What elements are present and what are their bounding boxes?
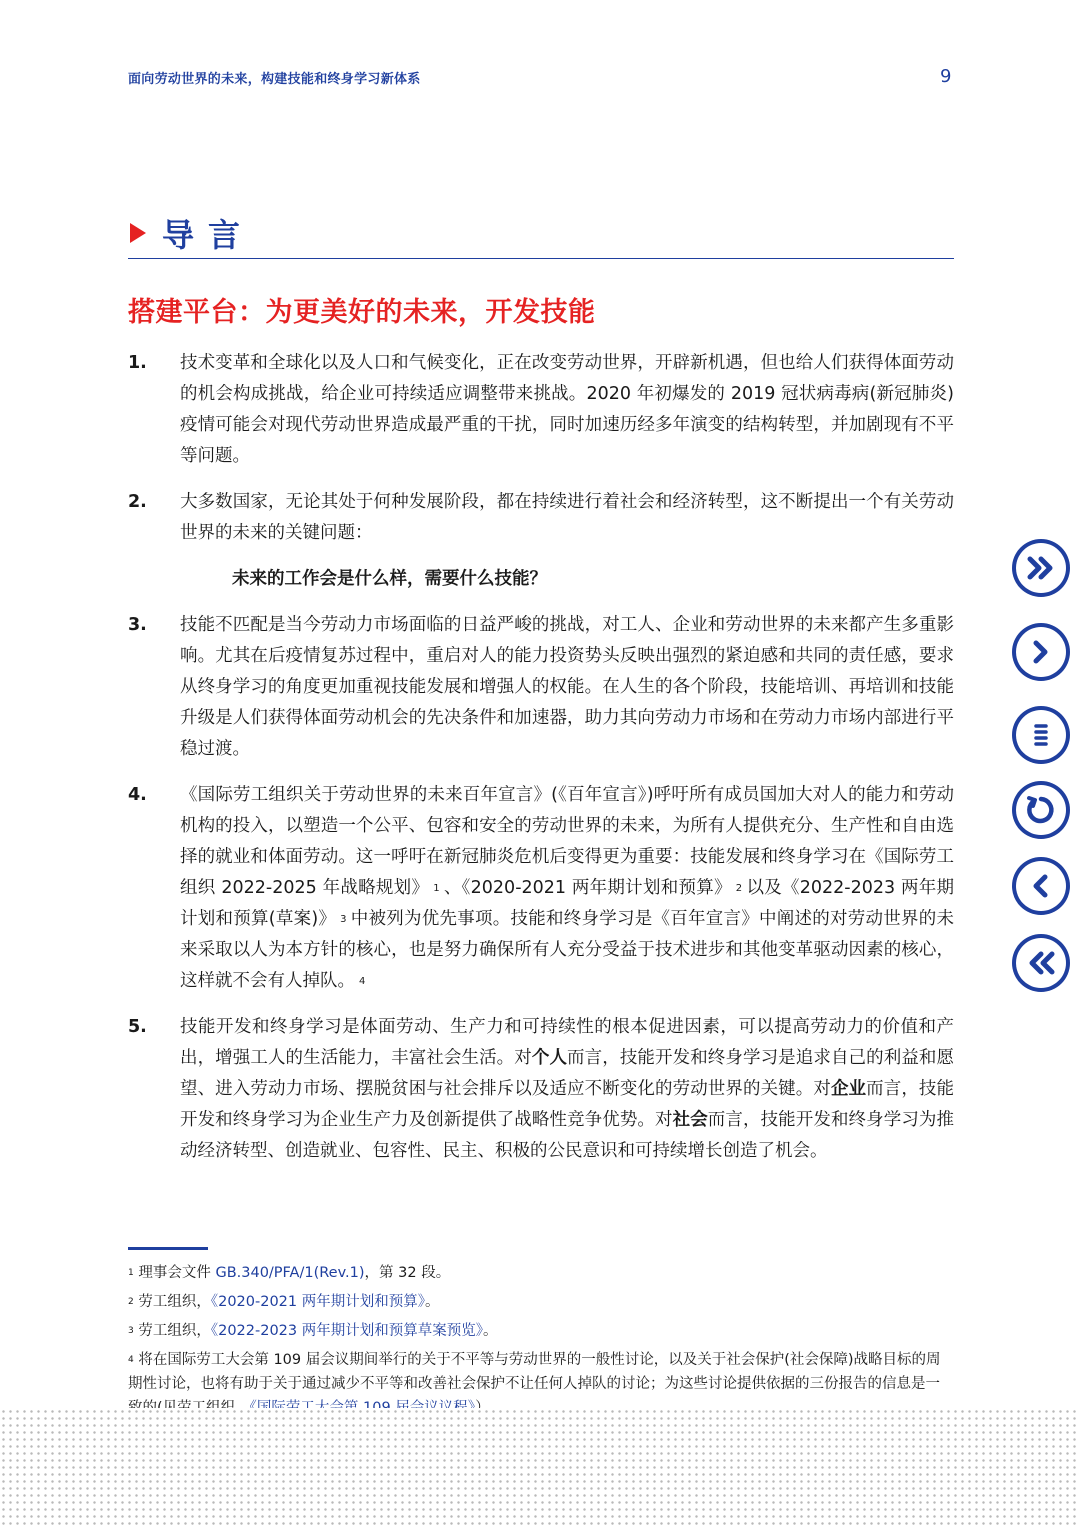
- footnote-1: [128, 1261, 954, 1285]
- menu-button[interactable]: [1012, 706, 1070, 764]
- menu-list-icon: [1024, 718, 1058, 752]
- paragraph-text-part: 《国际劳工组织关于劳动世界的未来百年宣言》(《百年宣言》)呼吁所有成员国加大对人的能力和劳动机构的投入，以塑造一个公平、包容和安全的劳动世界的未来，为所有人提供充分、生产性和自由选择的就业和体面劳动。这一呼吁在新冠肺炎危机后变得更为重要：技能发展和终身学习在《国际劳工组织 2022-2025 年战略规划》: [180, 785, 954, 898]
- refresh-button[interactable]: [1012, 781, 1070, 839]
- page-number: 9: [940, 66, 952, 87]
- footnote-link[interactable]: GB.340/PFA/1(Rev.1): [215, 1265, 365, 1281]
- footnote-number: 4: [128, 1355, 134, 1365]
- title-divider: [128, 258, 954, 259]
- section-title: [130, 210, 254, 256]
- emphasis-individual: 个人: [531, 1048, 568, 1068]
- footnote-text: 将在国际劳工大会第 109 届会议期间举行的关于不平等与劳动世界的一般性讨论，以及关于社会保护(社会保障)战略目标的周期性讨论，也将有助于关于通过减少不平等和改善社会保护不让任何人掉队的讨论；为这些讨论提供依据的三份报告的信息是一: [128, 1352, 941, 1392]
- footnote-link[interactable]: 《2020-2021 两年期计划和预算》: [210, 1294, 425, 1310]
- fast-rewind-button[interactable]: [1012, 934, 1070, 992]
- footnote-ref[interactable]: 4: [359, 976, 366, 987]
- footnote-2: [128, 1290, 954, 1314]
- section-title-text: 导言: [162, 216, 255, 254]
- paragraph-text-part: 技能开发和终身学习是体面劳动、生产力和可持续性的根本促进因素，可以提高劳动力的价值和产出，增强工人的生活能力，丰富社会生活。对: [180, 1017, 954, 1068]
- paragraph-text-part: 、《2020-2021 两年期计划和预算》: [443, 878, 732, 898]
- paragraph-number: 5.: [128, 1017, 147, 1037]
- key-question: 未来的工作会是什么样，需要什么技能？: [232, 569, 547, 589]
- paragraph-number: 4.: [128, 785, 147, 805]
- fast-rewind-icon: [1024, 946, 1058, 980]
- paragraph-text: [180, 780, 954, 997]
- footnote-text: ，第 32 段。: [364, 1265, 451, 1281]
- previous-page-button[interactable]: [1012, 857, 1070, 915]
- paragraph-text-part: 而言，技能开发和终身学习是追求自己的利益和愿望、进入劳动力市场、摆脱贫困与社会排斥以及适应不断变化的劳动世界的关键。对: [180, 1048, 954, 1099]
- dotted-overlay: [0, 1408, 1080, 1527]
- paragraph-text-part: 以及《2022-2023 两年期计划和预算(草案)》: [180, 878, 955, 929]
- paragraph-5: [128, 1012, 954, 1167]
- footnote-text: 劳工组织，: [138, 1323, 211, 1339]
- triangle-marker-icon: [130, 223, 146, 243]
- fast-forward-button[interactable]: [1012, 539, 1070, 597]
- paragraph-2: [128, 487, 954, 549]
- next-icon: [1024, 635, 1058, 669]
- paragraph-text: 技术变革和全球化以及人口和气候变化，正在改变劳动世界，开辟新机遇，但也给人们获得体面劳动的机会构成挑战，给企业可持续适应调整带来挑战。2020 年初爆发的 2019 冠状病毒病(新冠肺炎)疫情可能会对现代劳动世界造成最严重的干扰，同时加速历经多年演变的结构转型，并加剧现有不平等问题。: [180, 353, 954, 466]
- emphasis-society: 社会: [672, 1110, 708, 1130]
- running-header: 面向劳动世界的未来，构建技能和终身学习新体系: [128, 72, 421, 87]
- paragraph-1: [128, 348, 954, 472]
- paragraph-text-part: 而言，技能开发和终身学习为推动经济转型、创造就业、包容性、民主、积极的公民意识和可持续增长创造了机会。: [180, 1110, 955, 1161]
- footnote-number: 1: [128, 1268, 134, 1278]
- next-page-button[interactable]: [1012, 623, 1070, 681]
- paragraph-text-part: 而言，技能开发和终身学习为企业生产力及创新提供了战略性竞争优势。对: [180, 1079, 955, 1130]
- emphasis-enterprise: 企业: [830, 1079, 867, 1099]
- footnote-link[interactable]: 《2022-2023 两年期计划和预算草案预览》: [210, 1323, 483, 1339]
- footnote-ref[interactable]: 2: [735, 883, 743, 894]
- footnote-number: 2: [128, 1297, 134, 1307]
- previous-icon: [1024, 869, 1058, 903]
- refresh-icon: [1023, 792, 1059, 828]
- footnote-text: 劳工组织，: [138, 1294, 211, 1310]
- paragraph-text: 技能不匹配是当今劳动力市场面临的日益严峻的挑战，对工人、企业和劳动世界的未来都产生多重影响。尤其在后疫情复苏过程中，重启对人的能力投资势头反映出强烈的紧迫感和共同的责任感，要求从终身学习的角度更加重视技能发展和增强人的权能。在人生的各个阶段，技能培训、再培训和技能升级是人们获得体面劳动机会的先决条件和加速器，助力其向劳动力市场和在劳动力市场内部进行平稳过渡。: [180, 615, 954, 759]
- paragraph-3: [128, 610, 954, 765]
- paragraph-4: [128, 780, 954, 997]
- paragraph-number: 1.: [128, 353, 147, 373]
- footnote-ref[interactable]: 1: [433, 883, 440, 894]
- footnote-ref[interactable]: 3: [340, 914, 347, 925]
- paragraph-number: 2.: [128, 492, 147, 512]
- paragraph-text: [180, 1012, 954, 1167]
- footnote-text: 理事会文件: [138, 1265, 216, 1281]
- footnote-3: [128, 1319, 954, 1343]
- footnote-text: 。: [425, 1294, 440, 1310]
- footnote-text: 。: [483, 1323, 498, 1339]
- section-subtitle: 搭建平台：为更美好的未来，开发技能: [128, 297, 596, 328]
- footnote-number: 3: [128, 1326, 134, 1336]
- paragraph-text-part: 中被列为优先事项。技能和终身学习是《百年宣言》中阐述的对劳动世界的未来采取以人为本方针的核心，也是努力确保所有人充分受益于技术进步和其他变革驱动因素的核心，这样就不会有人掉队。: [180, 909, 955, 991]
- footnote-divider: [128, 1247, 208, 1250]
- paragraph-number: 3.: [128, 615, 147, 635]
- paragraph-text: 大多数国家，无论其处于何种发展阶段，都在持续进行着社会和经济转型，这不断提出一个有关劳动世界的未来的关键问题：: [180, 492, 954, 543]
- fast-forward-icon: [1024, 551, 1058, 585]
